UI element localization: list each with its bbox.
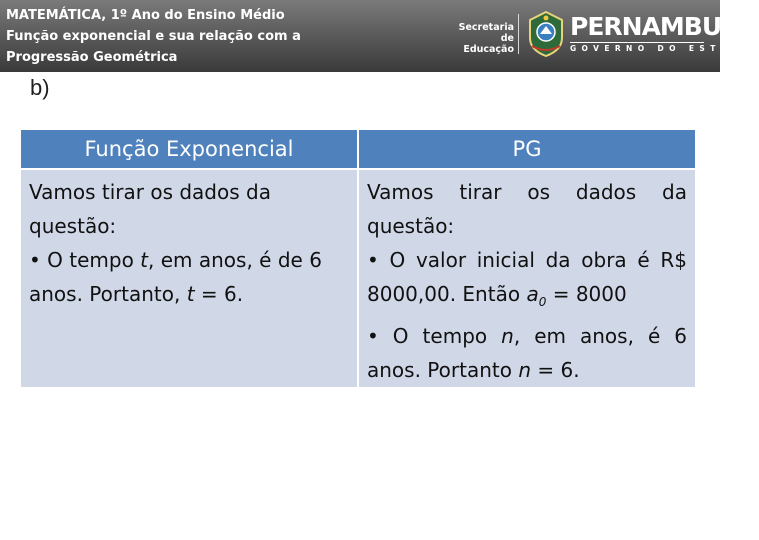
var-t: t <box>140 248 149 272</box>
pg-intro: Vamos tirar os dados da questão: <box>367 180 687 238</box>
table-row <box>20 169 696 388</box>
bullet-text: • O tempo <box>367 324 502 348</box>
comparison-table <box>19 128 697 389</box>
bullet-text: = 6. <box>194 282 244 306</box>
table-header-row <box>20 129 696 169</box>
bullet-text: = 6. <box>531 358 580 382</box>
pg-cell <box>358 169 696 388</box>
exponential-cell <box>20 169 358 388</box>
secretaria-line-2: Educação <box>463 44 514 55</box>
var-a: a <box>526 282 539 306</box>
bullet-text: • O tempo <box>29 248 141 272</box>
pg-bullet-time <box>367 319 687 387</box>
brand-rule <box>570 42 704 43</box>
bullet-text: • O valor inicial da obra é R$ 8000,00. Então <box>367 248 687 306</box>
bullet-text: = 8000 <box>546 282 627 306</box>
exponential-intro: Vamos tirar os dados da questão: <box>29 180 271 238</box>
var-n: n <box>501 324 514 348</box>
bullet-text: , em anos, é 6 anos. Portanto <box>367 324 687 382</box>
brand-subtitle: GOVERNO DO ESTADO <box>570 44 755 53</box>
bullet-text: , em anos, é de 6 anos. Portanto, <box>29 248 322 306</box>
lesson-title: MATEMÁTICA, 1º Ano do Ensino Médio Função exponencial e sua relação com a Progressão Geométrica <box>6 8 301 65</box>
pg-bullet-initial-value <box>367 243 687 319</box>
col-header-pg: PG <box>358 129 696 169</box>
item-label: b) <box>30 75 50 100</box>
secretaria-label <box>452 22 514 55</box>
exponential-bullet <box>29 243 349 311</box>
var-n: n <box>518 358 532 382</box>
var-a-subscript: 0 <box>538 295 547 309</box>
header-bar <box>0 0 759 72</box>
state-seal-icon <box>526 10 566 58</box>
col-header-exponential: Função Exponencial <box>20 129 358 169</box>
secretaria-line-1: Secretaria de <box>458 22 514 44</box>
header-divider <box>518 14 519 54</box>
var-t: t <box>186 282 195 306</box>
brand-name: PERNAMBUCO <box>570 12 759 41</box>
